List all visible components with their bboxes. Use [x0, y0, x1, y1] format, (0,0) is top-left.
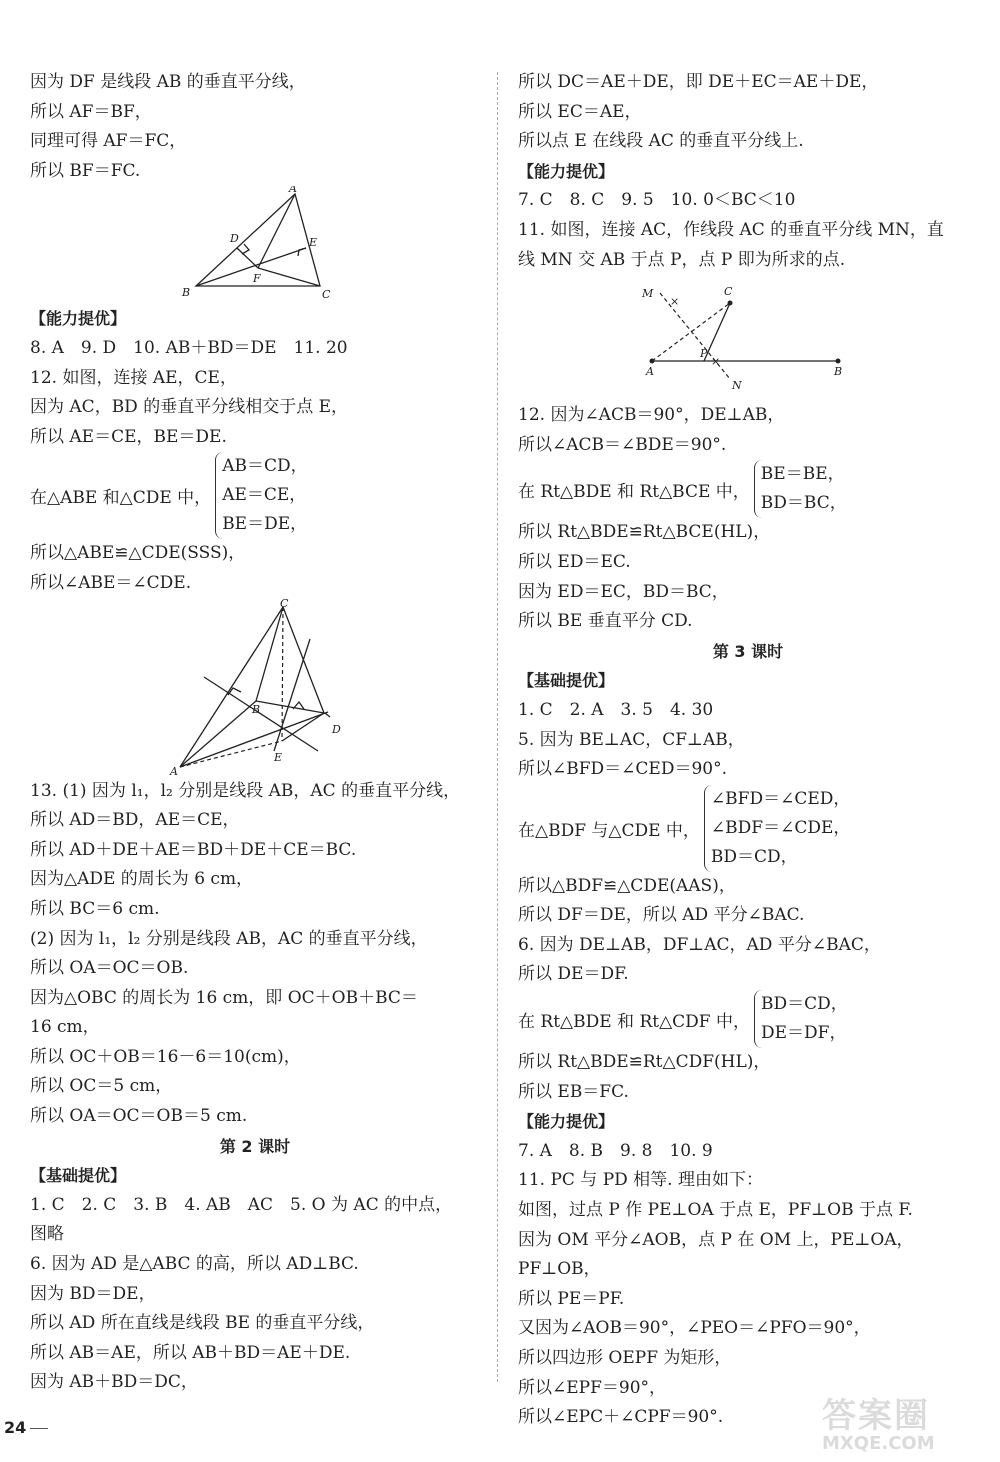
text-line: 1. C 2. C 3. B 4. AB AC 5. O 为 AC 的中点，	[30, 1194, 453, 1215]
text-line: BD＝CD，	[710, 846, 798, 867]
text-line: BE＝DE，	[222, 514, 308, 535]
system-label: 在△BDF 与△CDE 中，	[518, 820, 700, 841]
text-line: 所以△ABE≌△CDE(SSS)，	[30, 543, 246, 564]
svg-text:×: ×	[670, 295, 680, 309]
text-line: PF⊥OB，	[518, 1259, 601, 1280]
text-line: 所以 BC＝6 cm.	[30, 898, 160, 919]
paragraph	[518, 68, 978, 157]
label-f: F	[253, 272, 261, 286]
text-line: 6. 因为 AD 是△ABC 的高，所以 AD⊥BC.	[30, 1254, 359, 1275]
left-column	[30, 68, 480, 1398]
label-b: B	[182, 286, 191, 300]
right-column	[518, 68, 978, 1433]
label-e: E	[309, 236, 318, 250]
text-line: 所以 DF＝DE，所以 AD 平分∠BAC.	[518, 905, 805, 926]
label-a: A	[646, 365, 654, 379]
text-line: BD＝CD，	[761, 994, 848, 1015]
triangle-figure-2	[30, 599, 480, 777]
text-line: 11. PC 与 PD 相等. 理由如下：	[518, 1170, 763, 1191]
label-d: D	[230, 232, 239, 246]
text-line: 又因为∠AOB＝90°，∠PEO＝∠PFO＝90°，	[518, 1318, 871, 1339]
page-number-rule	[30, 1428, 48, 1429]
text-line: 12. 因为∠ACB＝90°，DE⊥AB，	[518, 405, 785, 426]
text-line: 所以 Rt△BDE≌Rt△BCE(HL)，	[518, 522, 771, 543]
text-line: 8. A 9. D 10. AB＋BD＝DE 11. 20	[30, 337, 348, 358]
figure-triangle-abc	[30, 186, 480, 304]
watermark-logo	[822, 1388, 992, 1458]
equation-system	[30, 452, 480, 539]
text-line: ∠BFD＝∠CED，	[710, 788, 851, 809]
text-line: 因为 OM 平分∠AOB，点 P 在 OM 上，PE⊥OA，	[518, 1229, 914, 1250]
lesson-title: 第 3 课时	[712, 641, 784, 661]
text-line: 因为 BD＝DE，	[30, 1283, 156, 1304]
text-line: 所以 BE 垂直平分 CD.	[518, 611, 693, 632]
text-line: 所以点 E 在线段 AC 的垂直平分线上.	[518, 131, 804, 152]
bisector-figure	[518, 275, 978, 401]
text-line: 所以 DE＝DF.	[518, 964, 629, 985]
text-line: AB＝CD，	[222, 456, 308, 477]
label-b: B	[834, 365, 843, 379]
text-line: 所以 OC＝5 cm，	[30, 1076, 173, 1097]
brace-group	[754, 990, 848, 1048]
text-line: 6. 因为 DE⊥AB，DF⊥AC，AD 平分∠BAC，	[518, 934, 881, 955]
system-label: 在△ABE 和△CDE 中，	[30, 488, 212, 509]
label-m: M	[642, 287, 654, 301]
system-label: 在 Rt△BDE 和 Rt△CDF 中，	[518, 1011, 750, 1032]
text-line: ∠BDF＝∠CDE，	[710, 817, 851, 838]
label-n: N	[732, 379, 742, 393]
text-line: 因为 ED＝EC，BD＝BC，	[518, 581, 729, 602]
equation-system	[518, 990, 978, 1048]
page-number: 24	[4, 1418, 27, 1437]
text-line: 所以 AB＝AE，所以 AB＋BD＝AE＋DE.	[30, 1342, 351, 1363]
text-line: 所以 PE＝PF.	[518, 1288, 625, 1309]
text-line: 所以 OA＝OC＝OB.	[30, 958, 189, 979]
text-line: 所以 AD＋DE＋AE＝BD＋DE＋CE＝BC.	[30, 839, 357, 860]
text-line: 如图，过点 P 作 PE⊥OA 于点 E，PF⊥OB 于点 F.	[518, 1200, 913, 1221]
paragraph	[518, 401, 978, 460]
text-line: BE＝BE，	[760, 464, 845, 485]
paragraph	[30, 334, 480, 452]
text-line: 因为 AB＋BD＝DC，	[30, 1372, 198, 1393]
text-line: BD＝BC，	[760, 493, 847, 514]
section-heading: 【能力提优】	[518, 1112, 615, 1132]
text-line: 所以 EB＝FC.	[518, 1081, 629, 1102]
label-a: A	[289, 186, 297, 196]
text-line: 所以 OA＝OC＝OB＝5 cm.	[30, 1106, 248, 1127]
paragraph	[30, 539, 480, 598]
label-c: C	[322, 288, 331, 302]
label-b: B	[252, 702, 261, 716]
text-line: 7. A 8. B 9. 8 10. 9	[518, 1140, 713, 1161]
text-line: 11. 如图，连接 AC，作线段 AC 的垂直平分线 MN，直	[518, 219, 944, 240]
text-line: 12. 如图，连接 AE，CE，	[30, 367, 237, 388]
text-line: 所以 DC＝AE＋DE，即 DE＋EC＝AE＋DE，	[518, 72, 879, 92]
text-line: 所以四边形 OEPF 为矩形，	[518, 1348, 732, 1368]
paragraph	[518, 518, 978, 636]
brace-group	[215, 452, 307, 539]
column-divider	[497, 72, 498, 1382]
brace-group	[704, 785, 850, 872]
text-line: 5. 因为 BE⊥AC，CF⊥AB，	[518, 729, 745, 750]
paragraph	[518, 696, 978, 785]
paragraph	[518, 872, 978, 990]
svg-text:×: ×	[711, 355, 721, 369]
label-c: C	[280, 598, 289, 610]
equation-system	[518, 460, 978, 518]
text-line: 所以∠EPF＝90°，	[518, 1377, 667, 1398]
text-line: AE＝CE，	[222, 485, 307, 506]
text-line: 1. C 2. A 3. 5 4. 30	[518, 699, 714, 720]
text-line: 所以∠EPC＋∠CPF＝90°.	[518, 1407, 724, 1428]
brace-group	[754, 460, 847, 518]
text-line: (2) 因为 l₁，l₂ 分别是线段 AB，AC 的垂直平分线，	[30, 928, 428, 949]
text-line: 所以 OC＋OB＝16－6＝10(cm)，	[30, 1046, 301, 1067]
section-heading: 【能力提优】	[30, 309, 127, 329]
text-line: 所以 AD 所在直线是线段 BE 的垂直平分线，	[30, 1313, 375, 1334]
label-c: C	[724, 285, 733, 299]
text-line: 因为△OBC 的周长为 16 cm，即 OC＋OB＋BC＝	[30, 987, 418, 1008]
lesson-title: 第 2 课时	[219, 1136, 291, 1156]
watermark-text: 答案圈	[822, 1396, 930, 1436]
text-line: 16 cm，	[30, 1017, 100, 1038]
label-p: P	[700, 347, 708, 361]
figure-perpendicular-bisector	[518, 275, 978, 401]
text-line: 图略	[30, 1224, 64, 1245]
section-heading: 【基础提优】	[30, 1166, 127, 1186]
text-line: 所以 AD＝BD，AE＝CE，	[30, 810, 240, 831]
watermark-url: MXQE.COM	[822, 1433, 935, 1454]
label-e: E	[274, 750, 283, 764]
text-line: 所以 BF＝FC.	[30, 160, 141, 181]
text-line: 所以 AE＝CE，BE＝DE.	[30, 426, 227, 447]
section-heading: 【基础提优】	[518, 671, 615, 691]
text-line: 7. C 8. C 9. 5 10. 0＜BC＜10	[518, 190, 796, 211]
paragraph	[518, 186, 978, 275]
text-line: 因为 AC，BD 的垂直平分线相交于点 E，	[30, 397, 349, 418]
text-line: 因为 DF 是线段 AB 的垂直平分线，	[30, 72, 306, 92]
text-line: DE＝DF，	[761, 1023, 847, 1044]
text-line: 所以 AF＝BF，	[30, 101, 152, 122]
text-line: 所以 ED＝EC.	[518, 551, 631, 572]
paragraph	[30, 1191, 480, 1398]
label-d: D	[332, 722, 341, 736]
text-line: 所以 Rt△BDE≌Rt△CDF(HL)，	[518, 1052, 771, 1073]
paragraph	[30, 68, 480, 186]
label-a: A	[170, 764, 178, 777]
text-line: 线 MN 交 AB 于点 P，点 P 即为所求的点.	[518, 249, 846, 270]
text-line: 同理可得 AF＝FC，	[30, 131, 187, 152]
system-label: 在 Rt△BDE 和 Rt△BCE 中，	[518, 481, 750, 502]
text-line: 因为△ADE 的周长为 6 cm，	[30, 869, 254, 890]
equation-system	[518, 785, 978, 872]
figure-quadrilateral	[30, 599, 480, 777]
text-line: 所以∠ABE＝∠CDE.	[30, 572, 192, 593]
text-line: 所以 EC＝AE，	[518, 101, 642, 122]
text-line: 13. (1) 因为 l₁，l₂ 分别是线段 AB，AC 的垂直平分线，	[30, 780, 461, 801]
text-line: 所以∠ACB＝∠BDE＝90°.	[518, 434, 727, 455]
triangle-figure-1	[30, 186, 480, 304]
section-heading: 【能力提优】	[518, 161, 615, 181]
text-line: 所以△BDF≌△CDE(AAS)，	[518, 875, 736, 896]
text-line: 所以∠BFD＝∠CED＝90°.	[518, 759, 727, 780]
paragraph	[30, 777, 480, 1132]
paragraph	[518, 1048, 978, 1107]
